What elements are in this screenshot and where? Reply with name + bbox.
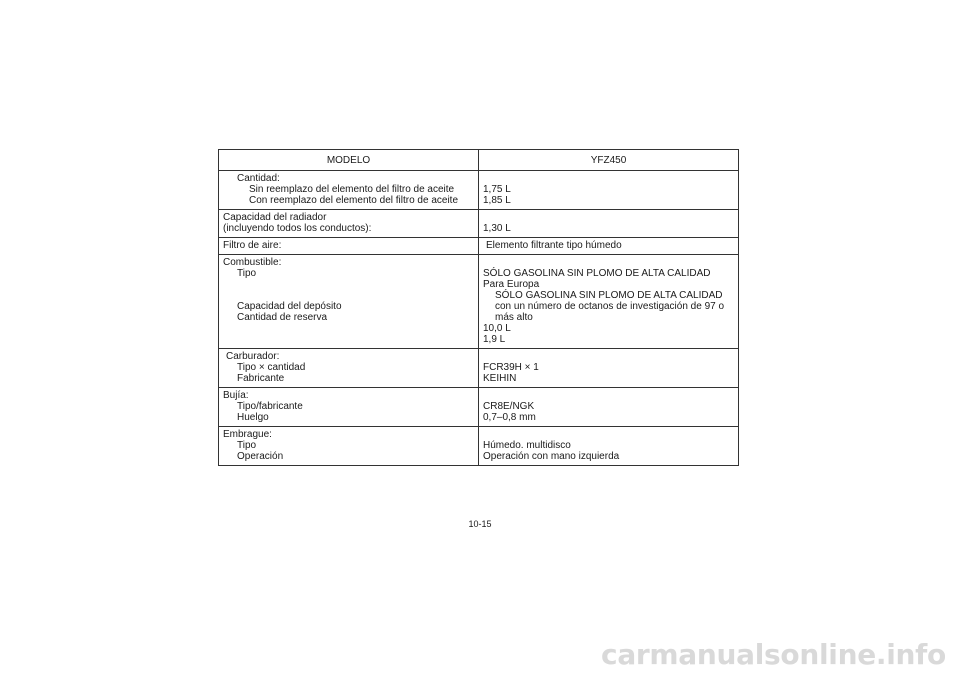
with-filter-value: 1,85 L — [483, 195, 511, 206]
with-filter-label: Con reemplazo del elemento del filtro de aceite — [249, 195, 459, 206]
carburetor-maker-value: KEIHIN — [483, 373, 517, 384]
fuel-values — [479, 255, 739, 349]
specifications-table — [218, 149, 739, 466]
table-header-row — [219, 150, 739, 171]
air-filter-label-text: Filtro de aire: — [223, 240, 282, 251]
clutch-type-label: Tipo — [237, 440, 257, 451]
clutch-label: Embrague: — [223, 429, 272, 440]
carburetor-values — [479, 349, 739, 388]
fuel-europe-label: Para Europa — [483, 279, 540, 290]
table-row-radiator — [219, 210, 739, 238]
fuel-europe-line2: con un número de octanos de investigación de 97 o — [495, 301, 725, 312]
radiator-label-line1: Capacidad del radiador — [223, 212, 327, 223]
radiator-values — [479, 210, 739, 238]
table-row-quantity — [219, 171, 739, 210]
fuel-europe-line1: SÓLO GASOLINA SIN PLOMO DE ALTA CALIDAD — [495, 290, 723, 301]
spark-plug-label: Bujía: — [223, 390, 249, 401]
fuel-type-value: SÓLO GASOLINA SIN PLOMO DE ALTA CALIDAD — [483, 268, 711, 279]
carburetor-maker-label: Fabricante — [237, 373, 285, 384]
fuel-reserve-value: 1,9 L — [483, 334, 506, 345]
quantity-values — [479, 171, 739, 210]
spark-plug-gap-value: 0,7–0,8 mm — [483, 412, 536, 423]
carburetor-type-qty-label: Tipo × cantidad — [237, 362, 306, 373]
page-number: 10-15 — [468, 519, 492, 529]
spark-plug-type-maker-value: CR8E/NGK — [483, 401, 535, 412]
table-row-carburetor — [219, 349, 739, 388]
spark-plug-values — [479, 388, 739, 427]
watermark: carmanualsonline.info — [601, 638, 946, 671]
fuel-labels — [219, 255, 479, 349]
spark-plug-gap-label: Huelgo — [237, 412, 269, 423]
air-filter-label — [219, 238, 479, 255]
air-filter-value-text: Elemento filtrante tipo húmedo — [486, 240, 622, 251]
model-label: MODELO — [219, 150, 479, 171]
air-filter-value — [479, 238, 739, 255]
fuel-tank-value: 10,0 L — [483, 323, 511, 334]
spark-plug-type-maker-label: Tipo/fabricante — [237, 401, 303, 412]
fuel-type-label: Tipo — [237, 268, 257, 279]
radiator-labels — [219, 210, 479, 238]
without-filter-label: Sin reemplazo del elemento del filtro de aceite — [249, 184, 455, 195]
fuel-europe-line3: más alto — [495, 312, 533, 323]
radiator-value: 1,30 L — [483, 223, 511, 234]
clutch-type-value: Húmedo. multidisco — [483, 440, 571, 451]
table-row-clutch — [219, 427, 739, 466]
clutch-values — [479, 427, 739, 466]
without-filter-value: 1,75 L — [483, 184, 511, 195]
quantity-labels — [219, 171, 479, 210]
table-row-fuel — [219, 255, 739, 349]
fuel-reserve-label: Cantidad de reserva — [237, 312, 328, 323]
carburetor-labels — [219, 349, 479, 388]
clutch-operation-label: Operación — [237, 451, 284, 462]
table-row-air-filter — [219, 238, 739, 255]
carburetor-label: Carburador: — [226, 351, 280, 362]
model-value: YFZ450 — [479, 150, 739, 171]
spark-plug-labels — [219, 388, 479, 427]
quantity-label: Cantidad: — [237, 173, 280, 184]
radiator-label-line2: (incluyendo todos los conductos): — [223, 223, 372, 234]
clutch-operation-value: Operación con mano izquierda — [483, 451, 620, 462]
clutch-labels — [219, 427, 479, 466]
fuel-tank-label: Capacidad del depósito — [237, 301, 342, 312]
table-row-spark-plug — [219, 388, 739, 427]
carburetor-type-qty-value: FCR39H × 1 — [483, 362, 539, 373]
fuel-label: Combustible: — [223, 257, 282, 268]
